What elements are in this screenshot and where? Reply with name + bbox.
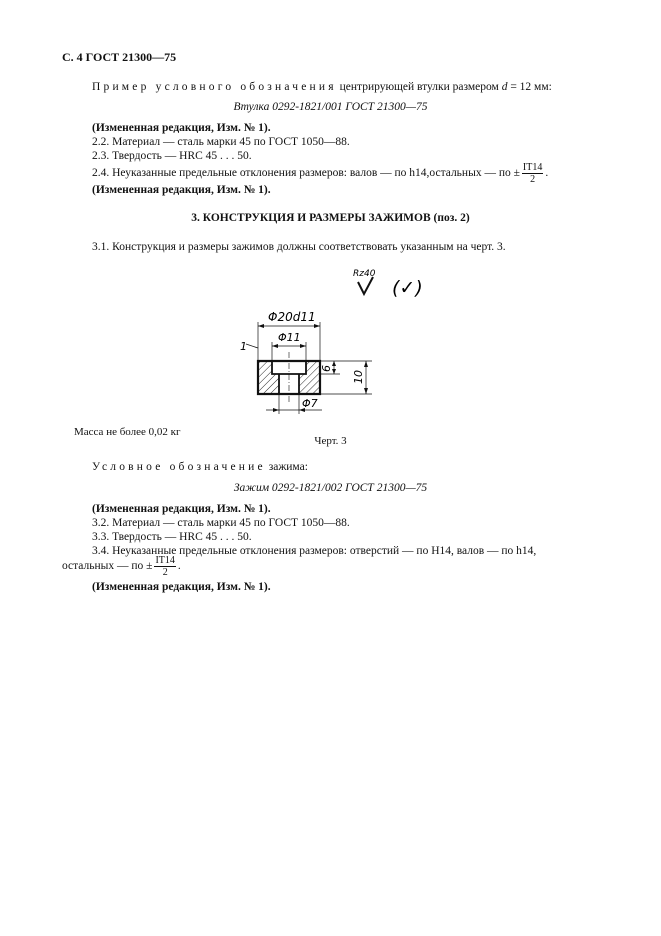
roughness-check-icon [358, 277, 373, 294]
fraction-it14: $\frac{IT14}{2}$ [522, 161, 543, 185]
example-spaced-label: Пример условного обозначения [92, 81, 337, 93]
leader-label: 1 [240, 340, 247, 353]
mass-note: Масса не более 0,02 кг [74, 426, 181, 438]
example-clamp-line: Условное обозначение зажима: [92, 461, 308, 473]
clamp-spaced-label: Условное обозначение [92, 461, 266, 473]
edition-note-1: (Измененная редакция, Изм. № 1). [92, 122, 271, 134]
edition-note-4: (Измененная редакция, Изм. № 1). [92, 581, 271, 593]
dim-inner-label: Φ11 [278, 331, 301, 344]
roughness-label: Rz40 [353, 269, 376, 279]
dim-bore-label: Φ7 [302, 397, 318, 410]
para-2-3: 2.3. Твердость — HRC 45 . . . 50. [92, 150, 252, 162]
designation-clamp: Зажим 0292-1821/002 ГОСТ 21300—75 [233, 482, 428, 494]
para-2-4-text: 2.4. Неуказанные предельные отклонения размеров: валов — по h14,остальных — по ± [92, 167, 520, 179]
example-text: центрирующей втулки размером [336, 81, 502, 93]
para-3-1: 3.1. Конструкция и размеры зажимов должны соответствовать указанным на черт. 3. [92, 241, 506, 253]
para-3-2: 3.2. Материал — сталь марки 45 по ГОСТ 1050—88. [92, 517, 350, 529]
var-d: d [501, 81, 508, 93]
para-3-3: 3.3. Твердость — HRC 45 . . . 50. [92, 531, 252, 543]
edition-note-3: (Измененная редакция, Изм. № 1). [92, 503, 271, 515]
designation-bushing: Втулка 0292-1821/001 ГОСТ 21300—75 [233, 101, 428, 113]
page-header: С. 4 ГОСТ 21300—75 [62, 50, 177, 64]
figure-caption: Черт. 3 [314, 435, 347, 447]
section-3-title: 3. КОНСТРУКЦИЯ И РАЗМЕРЫ ЗАЖИМОВ (поз. 2) [191, 212, 470, 224]
dim-height-label: 10 [352, 370, 365, 384]
dim-step-label: 6 [320, 365, 333, 372]
para-2-4: 2.4. Неуказанные предельные отклонения размеров: валов — по h14,остальных — по ± $\frac{IT14}{2}$ . [92, 161, 549, 185]
example-bushing-line [92, 80, 552, 94]
roughness-paren-label: (✓) [392, 277, 423, 299]
para-3-4-line2: остальных — по ± $\frac{IT14}{2}$ . [62, 554, 181, 578]
edition-note-2: (Измененная редакция, Изм. № 1). [92, 184, 271, 196]
example-tail: = 12 мм: [507, 81, 552, 93]
para-3-4-line1: 3.4. Неуказанные предельные отклонения размеров: отверстий — по H14, валов — по h14, [92, 545, 537, 557]
drawing-clamp [230, 264, 423, 424]
para-2-2: 2.2. Материал — сталь марки 45 по ГОСТ 1050—88. [92, 136, 350, 148]
fraction-it14-2: $\frac{IT14}{2}$ [155, 554, 175, 578]
dim-outer-label: Φ20d11 [268, 310, 316, 324]
